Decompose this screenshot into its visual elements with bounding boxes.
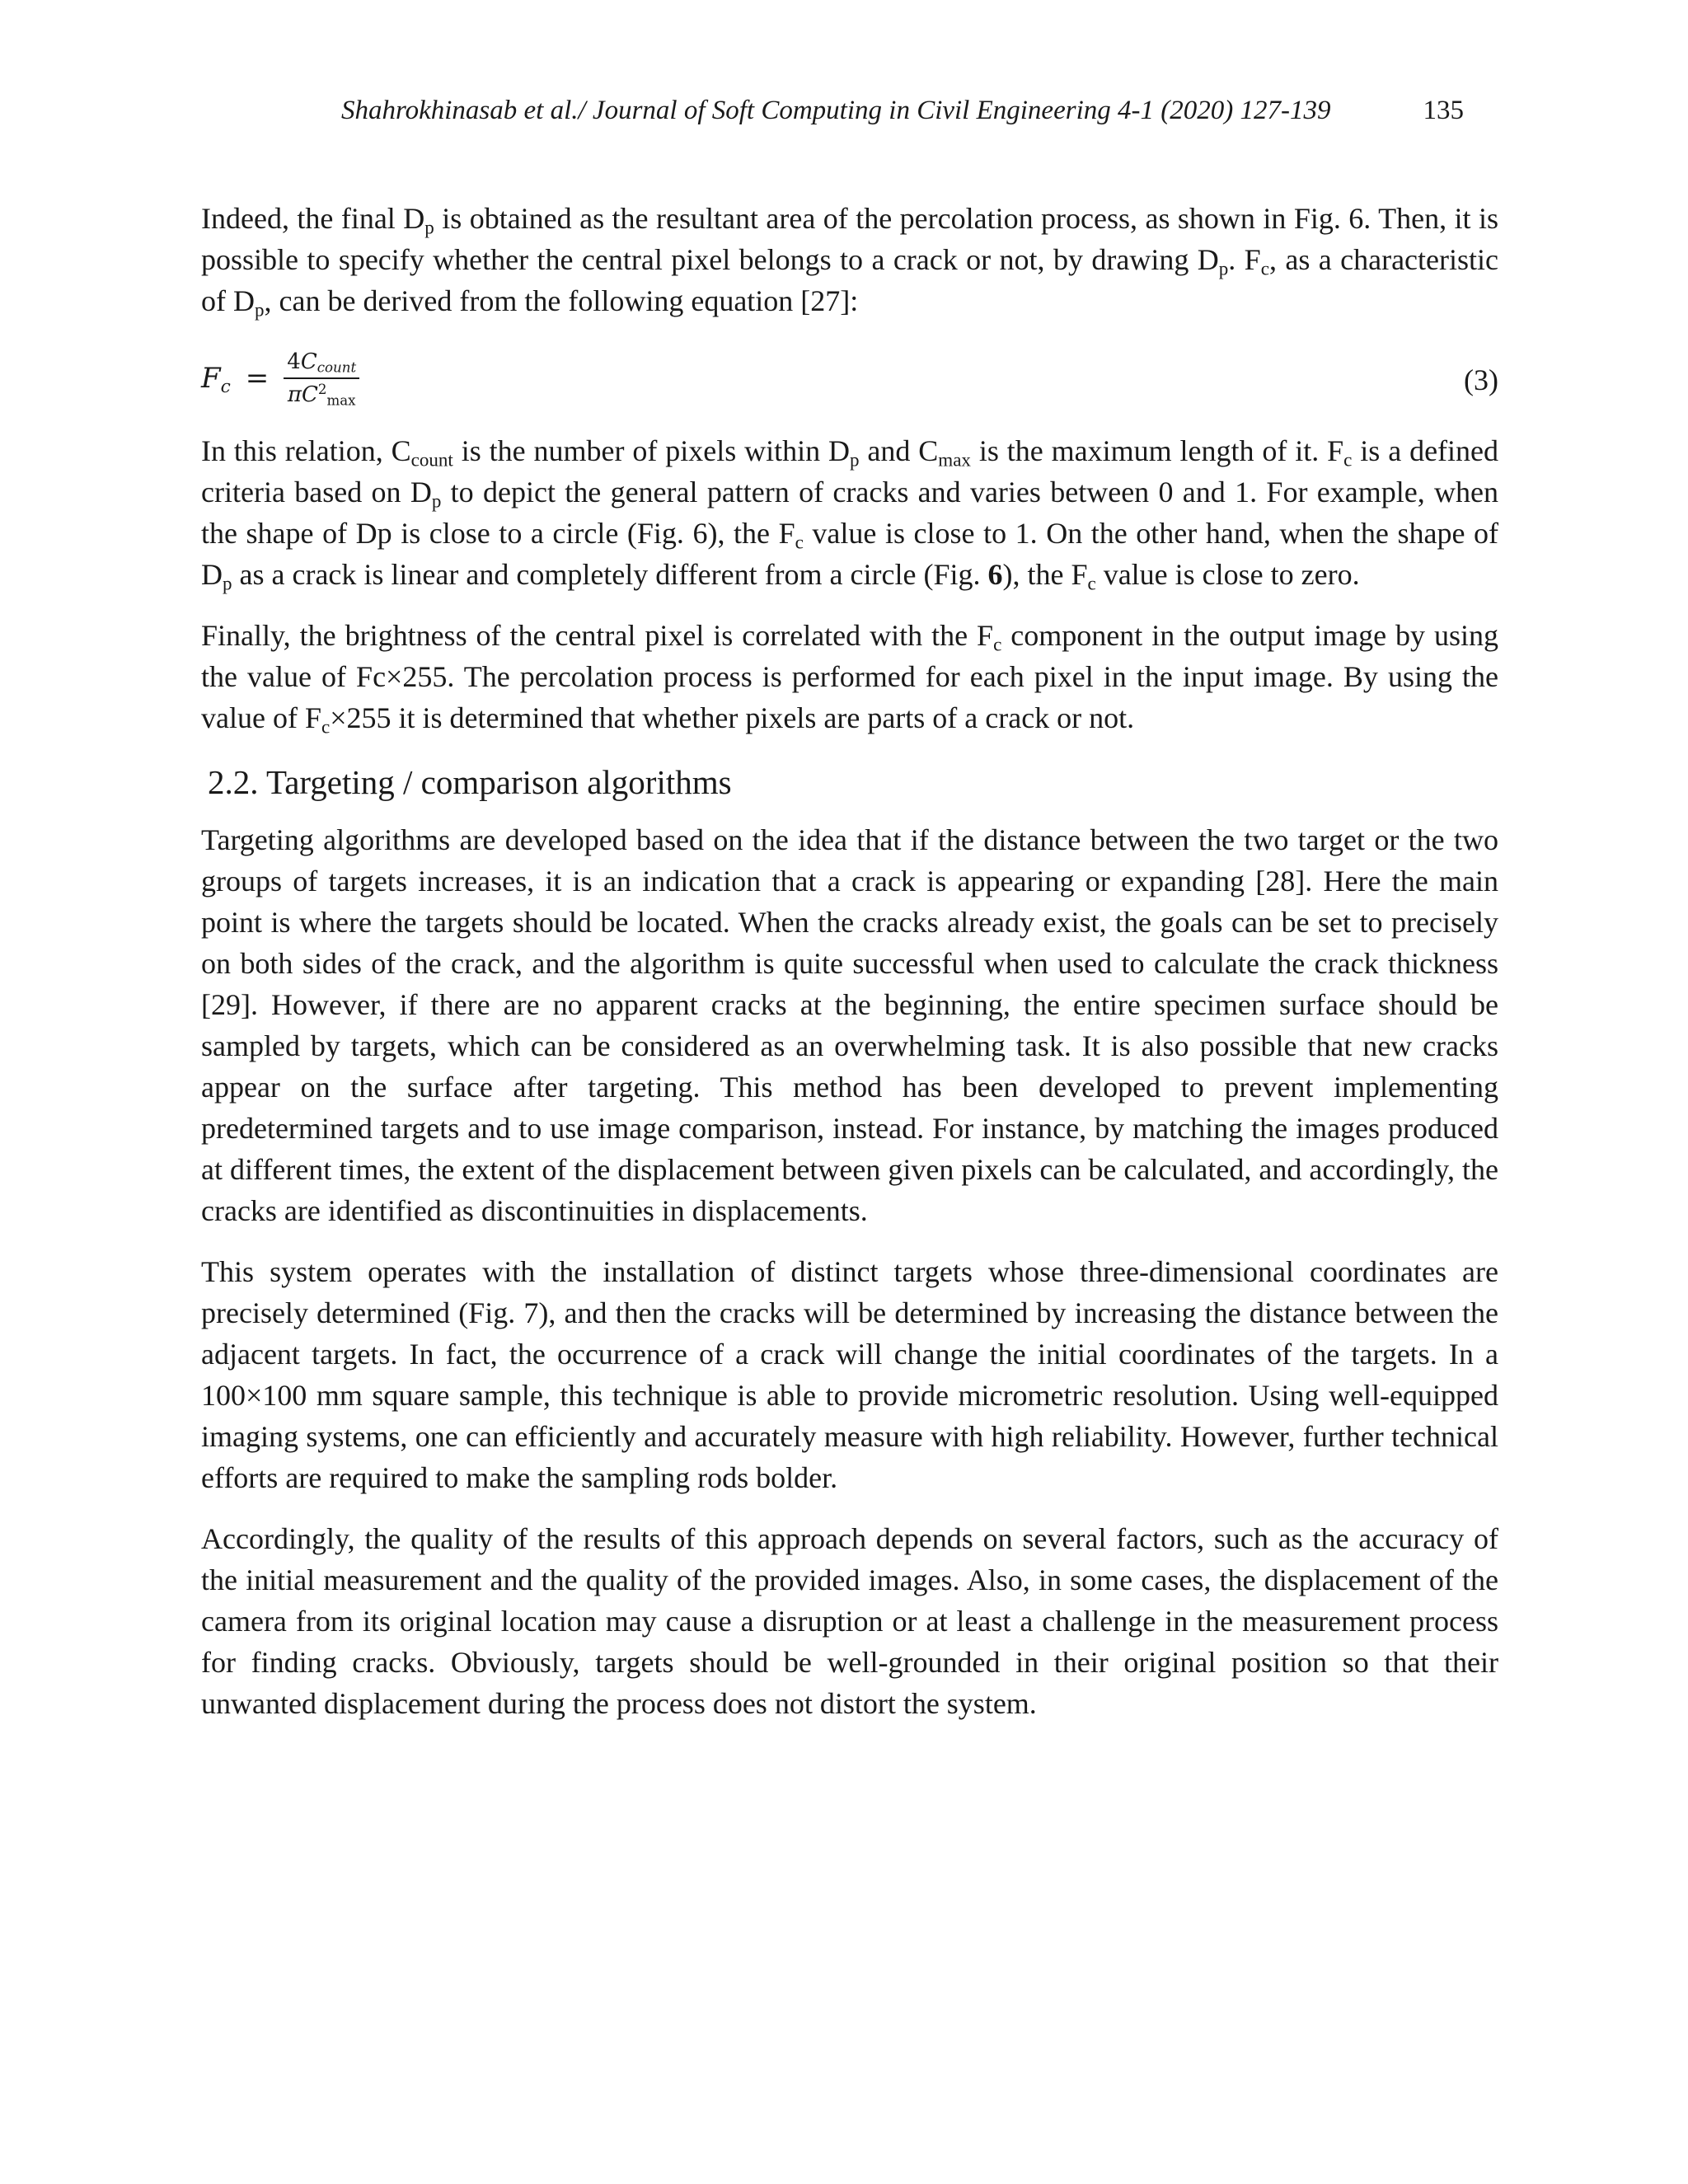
paragraph-2: In this relation, $C_{count}$ is the number of pixels within $D_p$ and $C_{max}$ is the maximum length of it. $F_c$ is a defined criteria based on $D_p$ to depict the general pattern of cracks and varies between 0 and 1. For example, when the shape of Dp is close to a circle (Fig. 6), the $F_c$ value is close to 1. On the other hand, when the shape of $D_p$ as a crack is linear and completely different from a circle (Fig. 6), the $F_c$ value is close to zero. <box>201 434 1499 594</box>
fraction-denominator: $\pi C^2_{max}$ <box>287 381 356 409</box>
page-content <box>201 198 1498 1744</box>
page-number: 135 <box>1423 96 1464 125</box>
section-heading: 2.2. Targeting / comparison algorithms <box>208 763 732 801</box>
equation-number: (3) <box>1464 363 1498 396</box>
paragraph-6: Accordingly, the quality of the results of this approach depends on several factors, such as the accuracy of the initial measurement and the quality of the provided images. Also, in some cases, the displacement of the camera from its original location may cause a disruption or at least a challenge in the measurement process for finding cracks. Obviously, targets should be well-grounded in their original position so that their unwanted displacement during the process does not distort the system. <box>201 1522 1498 1720</box>
equation-3 <box>201 341 1498 424</box>
fraction-numerator: $4C_{count}$ <box>284 349 359 379</box>
running-head: Shahrokhinasab et al./ Journal of Soft Computing in Civil Engineering 4-1 (2020) 127-139 <box>341 96 1331 125</box>
equals-sign: = <box>245 362 270 395</box>
equation-fraction <box>284 349 359 407</box>
paragraph-5: This system operates with the installation of distinct targets whose three-dimensional coordinates are precisely determined (Fig. 7), and then the cracks will be determined by increasing the distance between the adjacent targets. In fact, the occurrence of a crack will change the initial coordinates of the targets. In a 100×100 mm square sample, this technique is able to provide micrometric resolution. Using well-equipped imaging systems, one can efficiently and accurately measure with high reliability. However, further technical efforts are required to make the sampling rods bolder. <box>201 1255 1498 1494</box>
paragraph-4: Targeting algorithms are developed based on the idea that if the distance between the two target or the two groups of targets increases, it is an indication that a crack is appearing or expanding [28]. Here the main point is where the targets should be located. When the cracks already exist, the goals can be set to precisely on both sides of the crack, and the algorithm is quite successful when used to calculate the crack thickness [29]. However, if there are no apparent cracks at the beginning, the entire specimen surface should be sampled by targets, which can be considered as an overwhelming task. It is also possible that new cracks appear on the surface after targeting. This method has been developed to prevent implementing predetermined targets and to use image comparison, instead. For instance, by matching the images produced at different times, the extent of the displacement between given pixels can be calculated, and accordingly, the cracks are identified as discontinuities in displacements. <box>201 823 1498 1227</box>
paragraph-1: Indeed, the final $D_p$ is obtained as the resultant area of the percolation process, as shown in Fig. 6. Then, it is possible to specify whether the central pixel belongs to a crack or not, by drawing $D_p$. $F_c$, as a characteristic of $D_p$, can be derived from the following equation [27]: <box>201 202 1498 321</box>
paragraph-3: Finally, the brightness of the central pixel is correlated with the $F_c$ component in the output image by using the value of Fc×255. The percolation process is performed for each pixel in the input image. By using the value of $F_c\times 255$ it is determined that whether pixels are parts of a crack or not. <box>201 619 1499 738</box>
equation-lhs: $F_c$ <box>201 362 231 398</box>
equation-body <box>201 349 359 407</box>
